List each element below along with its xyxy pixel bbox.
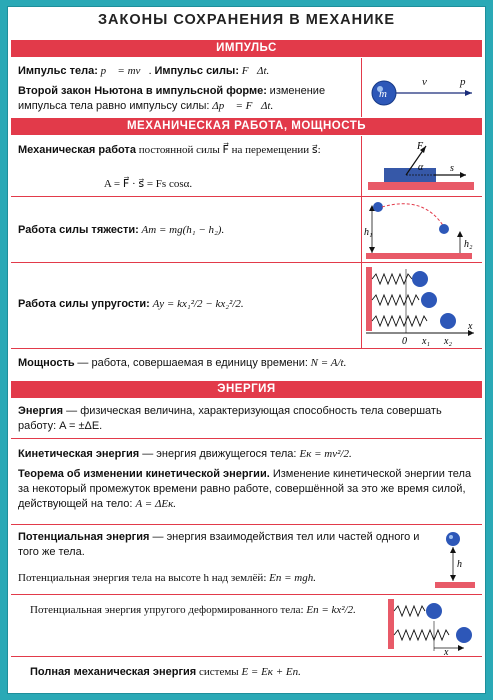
page-title: ЗАКОНЫ СОХРАНЕНИЯ В МЕХАНИКЕ (97, 12, 396, 28)
section-header-impulse: ИМПУЛЬС (11, 40, 482, 57)
poster-frame (7, 6, 486, 694)
momentum-label: p⃗ (460, 76, 475, 88)
power-definition: Мощность — работа, совершаемая в единицу времени: N = A/t. (18, 357, 347, 369)
mass-label: m (379, 88, 387, 100)
x1-label: x₁ (422, 336, 430, 347)
potential-height-figure (433, 529, 479, 591)
elastic-potential: Потенциальная энергия упругого деформированного тела: Eп = kx²/2. (30, 604, 356, 616)
elastic-potential-figure (386, 597, 481, 655)
force-label: F⃗ (417, 141, 431, 152)
section-header-work: МЕХАНИЧЕСКАЯ РАБОТА, МОЩНОСТЬ (11, 118, 482, 135)
kinetic-theorem: Теорема об изменении кинетической энергии. Изменение кинетической энергии тела за некоторый промежуток времени равно работе, совершённой за это же время силой, действующей на тело: A = ΔEк. (18, 468, 472, 510)
displacement-label: s⃗ (450, 163, 462, 174)
x-axis-label: x (468, 321, 473, 332)
mechanical-work-formula: A = F⃗ · s⃗ = Fs cosα. (103, 178, 193, 190)
velocity-label: v⃗ (422, 76, 436, 88)
section-header-energy: ЭНЕРГИЯ (11, 381, 482, 398)
gravity-work-figure (364, 199, 479, 261)
energy-definition: Энергия — физическая величина, характеризующая способность тела совершать работу: A = ±ΔE. (18, 405, 442, 432)
deformation-label: x (444, 647, 449, 655)
spring-work-figure (364, 265, 479, 347)
potential-height: Потенциальная энергия тела на высоте h над землёй: Eп = mgh. (18, 572, 316, 584)
divider (361, 136, 362, 196)
kinetic-energy: Кинетическая энергия — энергия движущегося тела: Eк = mv²/2. (18, 448, 352, 460)
x2-label: x₂ (444, 336, 452, 347)
newton-second-law: Второй закон Ньютона в импульсной форме: изменение импульса тела равно импульсу силы: Δp⃗ = F⃗Δt. (18, 85, 326, 112)
mechanical-work-definition: Механическая работа постоянной силы F⃗ на перемещении s⃗: (18, 144, 321, 156)
total-energy: Полная механическая энергия системы E = Eк + Eп. (30, 666, 301, 678)
impulse-definition: Импульс тела: p⃗ = mv⃗. Импульс силы: F⃗Δt. (18, 65, 270, 77)
origin-label: 0 (402, 336, 407, 347)
work-force-figure (364, 138, 479, 196)
divider (361, 197, 362, 262)
potential-energy-definition: Потенциальная энергия — энергия взаимодействия тел или частей одного и того же тела. (18, 531, 420, 558)
divider (361, 58, 362, 117)
angle-label: α (418, 162, 424, 173)
spring-work: Работа силы упругости: Aу = kx₁²/2 − kx₂²/2. (18, 298, 244, 310)
h2-label: h₂ (464, 239, 473, 250)
h-label: h (457, 559, 462, 570)
h1-label: h₁ (364, 227, 373, 238)
gravity-work: Работа силы тяжести: Aт = mg(h₁ − h₂). (18, 224, 225, 236)
impulse-figure (364, 63, 479, 113)
divider (361, 263, 362, 348)
